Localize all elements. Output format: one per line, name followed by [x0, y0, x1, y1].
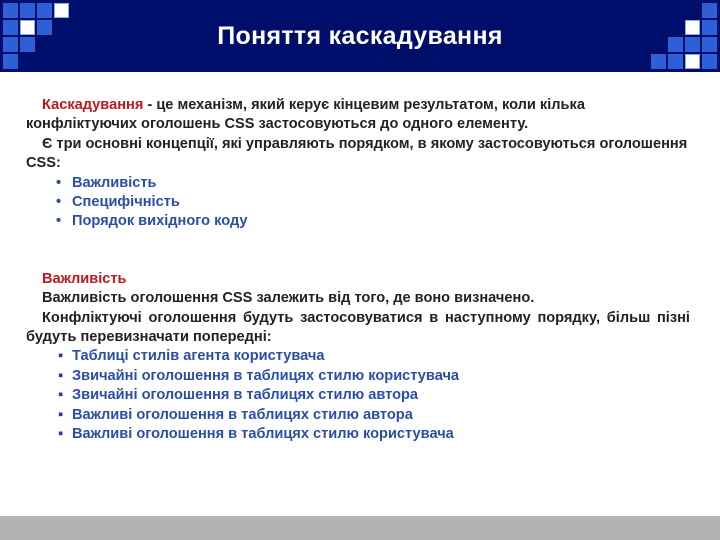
importance-order-text: Конфліктуючі оголошення будуть застосовуватися в наступному порядку, більш пізні будуть перевизначати попередні: [26, 309, 690, 346]
slide-header [0, 0, 720, 72]
definition-term: Каскадування [42, 97, 144, 113]
list-item: ▪ Звичайні оголошення в таблицях стилю користувача [26, 367, 690, 386]
definition-paragraph [26, 96, 690, 135]
list-item: ▪ Важливі оголошення в таблицях стилю користувача [26, 425, 690, 444]
slide-footer-bar [0, 516, 720, 540]
concepts-paragraph: Є три основні концепції, які управляють порядком, в якому застосовуються оголошення CSS: [26, 135, 688, 172]
list-item: ▪ Таблиці стилів агента користувача [26, 347, 690, 366]
list-item: • Порядок вихідного коду [26, 212, 690, 231]
list-item: ▪ Важливі оголошення в таблицях стилю автора [26, 406, 690, 425]
list-item: ▪ Звичайні оголошення в таблицях стилю автора [26, 386, 690, 405]
square-bullet-icon: ▪ [58, 426, 64, 443]
square-bullet-icon: ▪ [58, 348, 64, 365]
square-bullet-icon: ▪ [58, 387, 64, 404]
importance-heading: Важливість [42, 270, 127, 287]
importance-line: Важливість оголошення CSS залежить від того, де воно визначено. [42, 290, 535, 307]
slide-body [26, 96, 690, 445]
square-bullet-icon: ▪ [58, 367, 64, 384]
slide-title: Поняття каскадування [217, 22, 503, 50]
bullet-icon: • [56, 194, 62, 211]
definition-text: - це механізм, який керує кінцевим результатом, коли кілька конфліктуючих оголошень CSS застосовуються до одного елементу. [26, 97, 585, 133]
list-item: • Специфічність [26, 193, 690, 212]
bullet-icon: • [56, 174, 62, 191]
list-item: • Важливість [26, 174, 690, 193]
square-bullet-icon: ▪ [58, 406, 64, 423]
bullet-icon: • [56, 213, 62, 230]
